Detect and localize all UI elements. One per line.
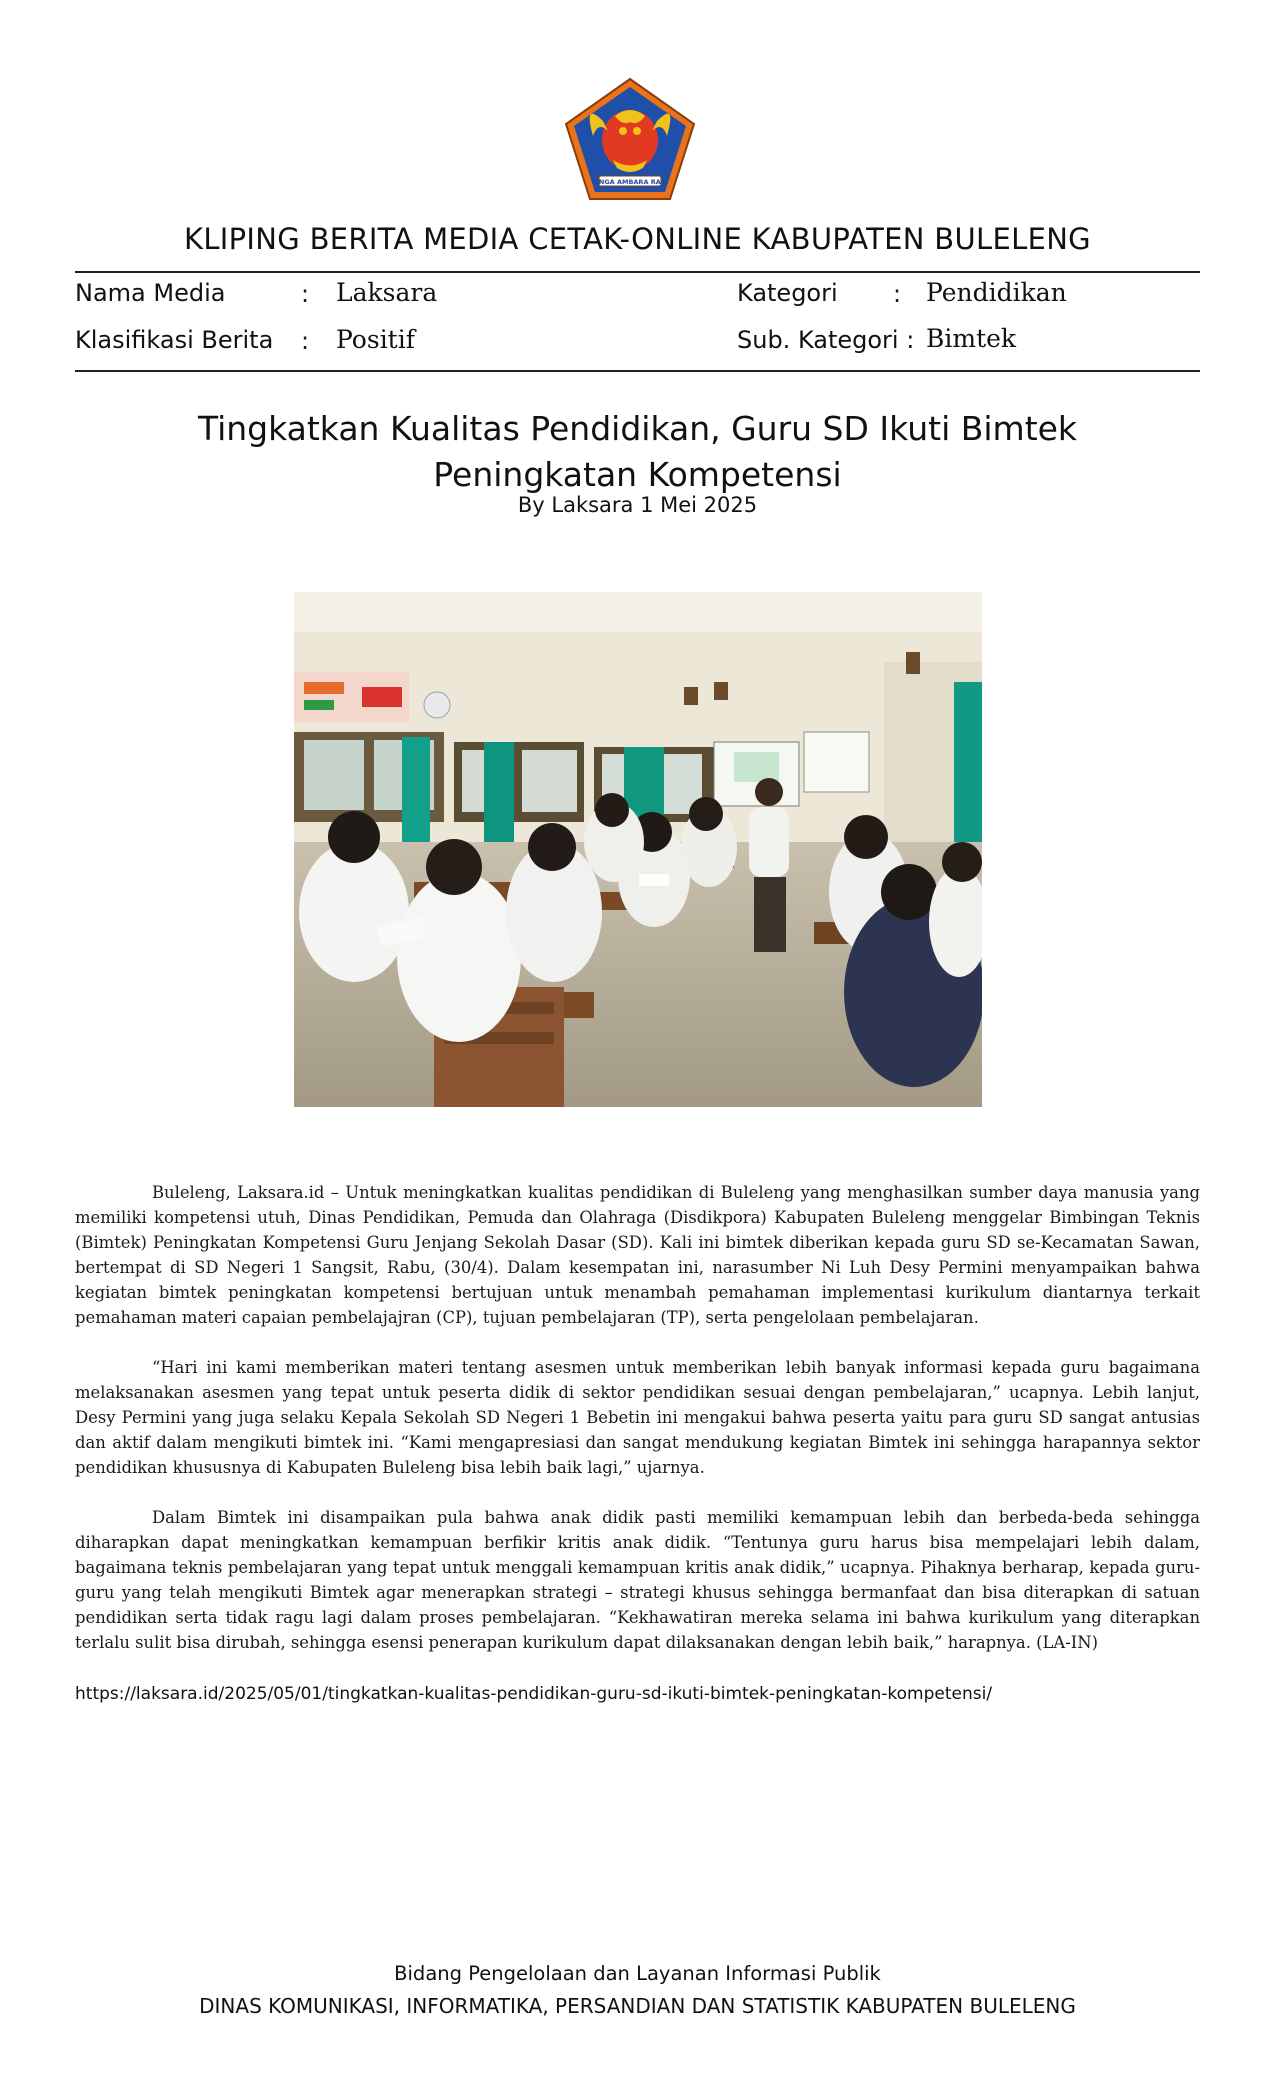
article-paragraph-3: Dalam Bimtek ini disampaikan pula bahwa anak didik pasti memiliki kemampuan lebih dan berbeda-beda sehingga diharapkan dapat meningkatkan kemampuan berfikir kritis anak didik. “Tentunya guru harus bisa mempelajari lebih dalam, bagaimana teknis pembelajaran yang tepat untuk menggali kemampuan kritis anak didik,” ucapnya. Pihaknya berharap, kepada guru-guru yang telah mengikuti Bimtek agar menerapkan strategi – strategi khusus sehingga bermanfaat dan bisa diterapkan di satuan pendidikan serta tidak ragu lagi dalam proses pembelajaran. “Kekhawatiran mereka selama ini bahwa kurikulum yang diterapkan terlalu sulit bisa dirubah, sehingga esensi penerapan kurikulum dapat dilaksanakan dengan lebih baik,” harapnya. (LA-IN) bbox=[75, 1508, 1200, 1652]
subcategory-value: Bimtek bbox=[926, 324, 1017, 353]
footer-department: Bidang Pengelolaan dan Layanan Informasi Publik bbox=[394, 1962, 881, 1985]
category-label: Kategori bbox=[737, 279, 838, 307]
footer-agency: DINAS KOMUNIKASI, INFORMATIKA, PERSANDIAN DAN STATISTIK KABUPATEN BULELENG bbox=[199, 1994, 1076, 2018]
category-colon: : bbox=[893, 280, 902, 308]
headline-line-1: Tingkatkan Kualitas Pendidikan, Guru SD Ikuti Bimtek bbox=[197, 409, 1078, 448]
buleleng-regency-logo bbox=[563, 76, 697, 202]
svg-text:SINGA AMBARA RAJA: SINGA AMBARA RAJA bbox=[591, 178, 669, 186]
article-body bbox=[75, 1180, 1200, 1680]
article-paragraph-1: Buleleng, Laksara.id – Untuk meningkatkan kualitas pendidikan di Buleleng yang menghasilkan sumber daya manusia yang memiliki kompetensi utuh, Dinas Pendidikan, Pemuda dan Olahraga (Disdikpora) Kabupaten Buleleng menggelar Bimbingan Teknis (Bimtek) Peningkatan Kompetensi Guru Jenjang Sekolah Dasar (SD). Kali ini bimtek diberikan kepada guru SD se-Kecamatan Sawan, bertempat di SD Negeri 1 Sangsit, Rabu, (30/4). Dalam kesempatan ini, narasumber Ni Luh Desy Permini menyampaikan bahwa kegiatan bimtek peningkatan kompetensi bertujuan untuk menambah pemahaman implementasi kurikulum diantarnya terkait pemahaman materi capaian pembelajajran (CP), tujuan pembelajaran (TP), serta pengelolaan pembelajaran. bbox=[75, 1183, 1200, 1327]
article-photo bbox=[294, 592, 982, 1107]
headline-line-2: Peningkatan Kompetensi bbox=[433, 455, 842, 494]
source-url: https://laksara.id/2025/05/01/tingkatkan-kualitas-pendidikan-guru-sd-ikuti-bimtek-peningkatan-kompetensi/ bbox=[75, 1684, 993, 1704]
document-title: KLIPING BERITA MEDIA CETAK-ONLINE KABUPATEN BULELENG bbox=[184, 222, 1091, 256]
article-paragraph-2: “Hari ini kami memberikan materi tentang asesmen untuk memberikan lebih banyak informasi kepada guru bagaimana melaksanakan asesmen yang tepat untuk peserta didik di sektor pendidikan sesuai dengan pembelajaran,” ucapnya. Lebih lanjut, Desy Permini yang juga selaku Kepala Sekolah SD Negeri 1 Bebetin ini mengakui bahwa peserta yaitu para guru SD sangat antusias dan aktif dalam mengikuti bimtek ini. “Kami mengapresiasi dan sangat mendukung kegiatan Bimtek ini sehingga harapannya sektor pendidikan khususnya di Kabupaten Buleleng bisa lebih baik lagi,” ujarnya. bbox=[75, 1358, 1200, 1477]
media-name-label: Nama Media bbox=[75, 279, 226, 307]
header-divider-top bbox=[75, 271, 1200, 273]
article-headline bbox=[0, 406, 1275, 498]
classification-label: Klasifikasi Berita bbox=[75, 326, 274, 354]
article-byline: By Laksara 1 Mei 2025 bbox=[517, 493, 758, 517]
classification-value: Positif bbox=[336, 325, 415, 354]
category-value: Pendidikan bbox=[926, 278, 1067, 307]
media-name-colon: : bbox=[301, 280, 310, 308]
subcategory-label: Sub. Kategori : bbox=[737, 326, 915, 354]
classification-colon: : bbox=[301, 327, 310, 355]
media-name-value: Laksara bbox=[336, 278, 438, 307]
header-divider-bottom bbox=[75, 370, 1200, 372]
